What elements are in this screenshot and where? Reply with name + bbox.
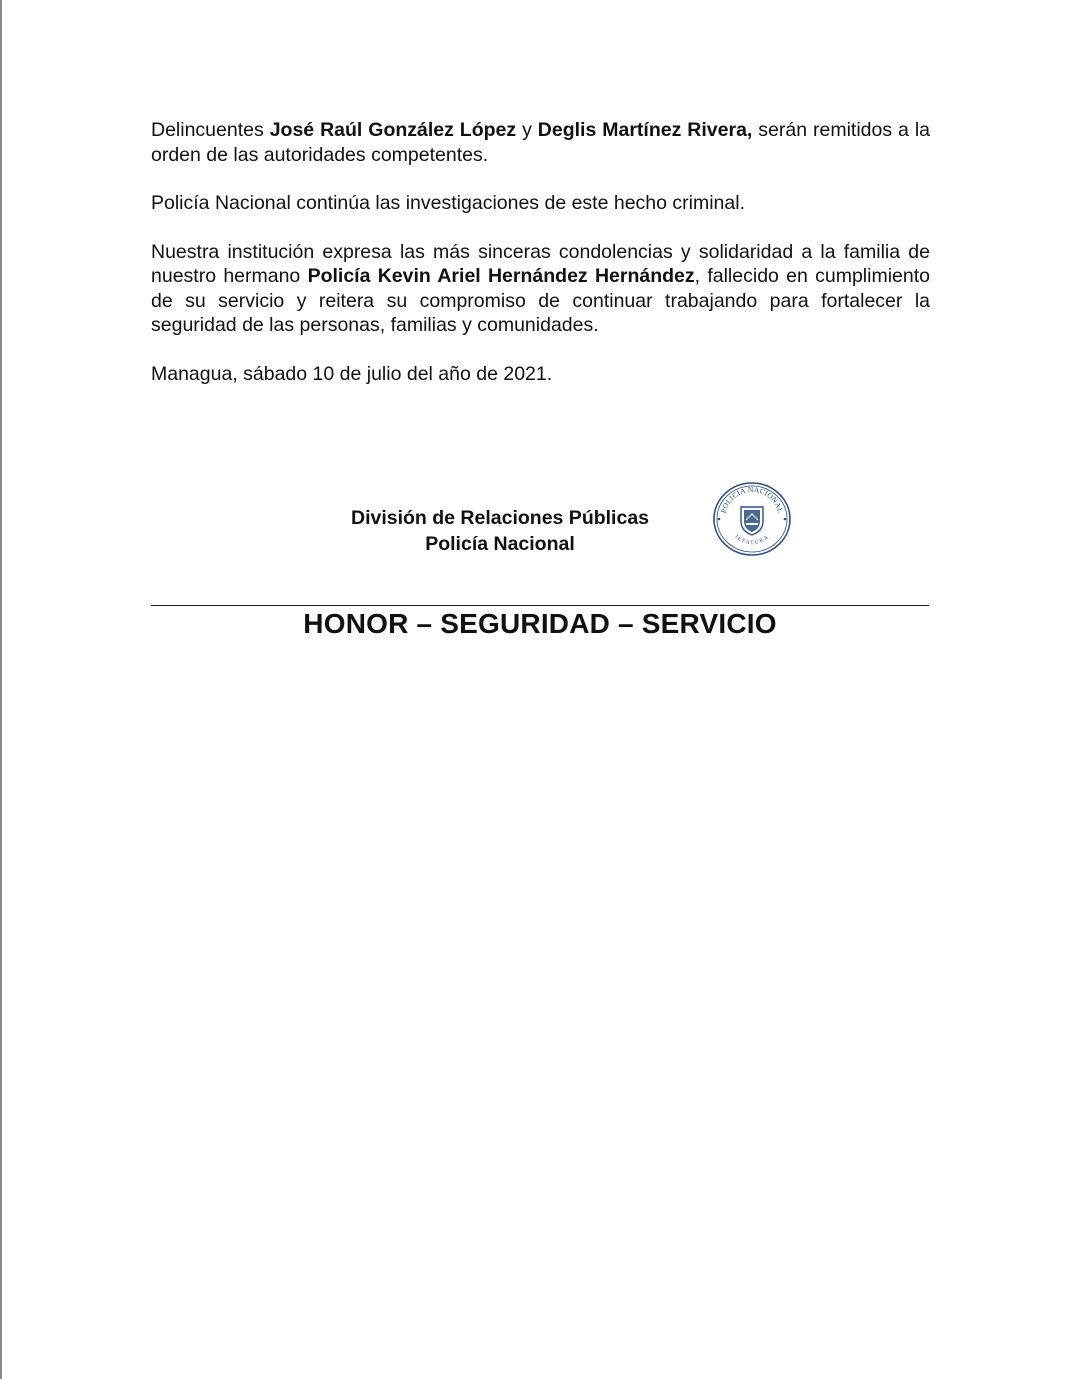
page-left-edge xyxy=(0,0,2,1379)
paragraph-offenders: Delincuentes José Raúl González López y Deglis Martínez Rivera, serán remitidos a la orden de las autoridades competentes. xyxy=(151,119,931,166)
motto: HONOR – SEGURIDAD – SERVICIO xyxy=(303,608,777,639)
document-body xyxy=(151,118,930,410)
svg-text:POLICÍA NACIONAL xyxy=(719,485,786,514)
paragraph-investigation: Policía Nacional continúa las investigaciones de este hecho criminal. xyxy=(151,192,745,214)
seal-bottom-text: JEFATURA xyxy=(733,533,771,547)
police-seal-icon xyxy=(712,481,792,557)
offender-name-1: José Raúl González López xyxy=(269,119,517,141)
seal-top-text: POLICÍA NACIONAL xyxy=(718,484,786,515)
paragraph-date: Managua, sábado 10 de julio del año de 2021. xyxy=(151,362,553,385)
officer-name: Policía Kevin Ariel Hernández Hernández xyxy=(307,265,695,287)
signature-institution: Policía Nacional xyxy=(425,532,575,555)
signature-division: División de Relaciones Públicas xyxy=(350,507,650,529)
paragraph-condolences: Nuestra institución expresa las más sinceras condolencias y solidaridad a la familia de nuestro hermano Policía Kevin Ariel Hernández Hernández, fallecido en cumplimiento de su servicio y reitera su compromiso de continuar trabajando para fortalecer la seguridad de las personas, familias y comunidades. xyxy=(151,240,930,336)
offender-name-2: Deglis Martínez Rivera, xyxy=(537,119,753,141)
signature-block xyxy=(330,506,670,557)
